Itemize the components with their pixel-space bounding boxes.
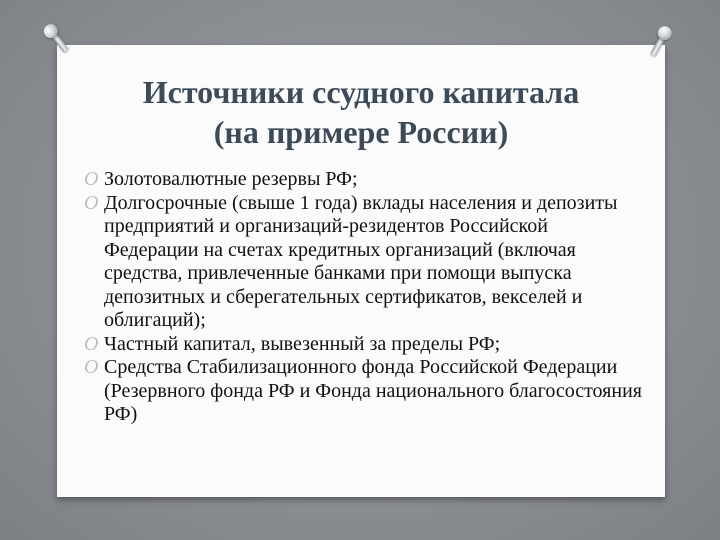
title-line-2: (на примере России) bbox=[213, 114, 509, 150]
list-item bbox=[84, 192, 644, 333]
list-item-text: Золотовалютные резервы РФ; bbox=[104, 168, 358, 190]
list-item-text: Долгосрочные (свыше 1 года) вклады населения и депозиты предприятий и организаций-резидентов Российской Федерации на счетах кредитных организаций (включая средства, привлеченные банками при помощи выпуска депозитных и сберегательных сертификатов, векселей и облигаций); bbox=[104, 191, 618, 331]
bullet-marker: O bbox=[84, 332, 99, 355]
list-item-text: Средства Стабилизационного фонда Российской Федерации (Резервного фонда РФ и Фонда национального благосостояния РФ) bbox=[104, 356, 642, 425]
list-item-text: Частный капитал, вывезенный за пределы РФ; bbox=[104, 332, 501, 355]
bullet-marker: O bbox=[84, 168, 99, 190]
list-item bbox=[84, 333, 644, 357]
list-item bbox=[84, 168, 644, 192]
bullet-marker: O bbox=[84, 191, 99, 214]
slide-title bbox=[57, 72, 665, 152]
list-item bbox=[84, 356, 644, 427]
title-line-1: Источники ссудного капитала bbox=[142, 74, 580, 110]
bullet-list bbox=[84, 168, 644, 427]
bullet-marker: O bbox=[84, 356, 99, 378]
